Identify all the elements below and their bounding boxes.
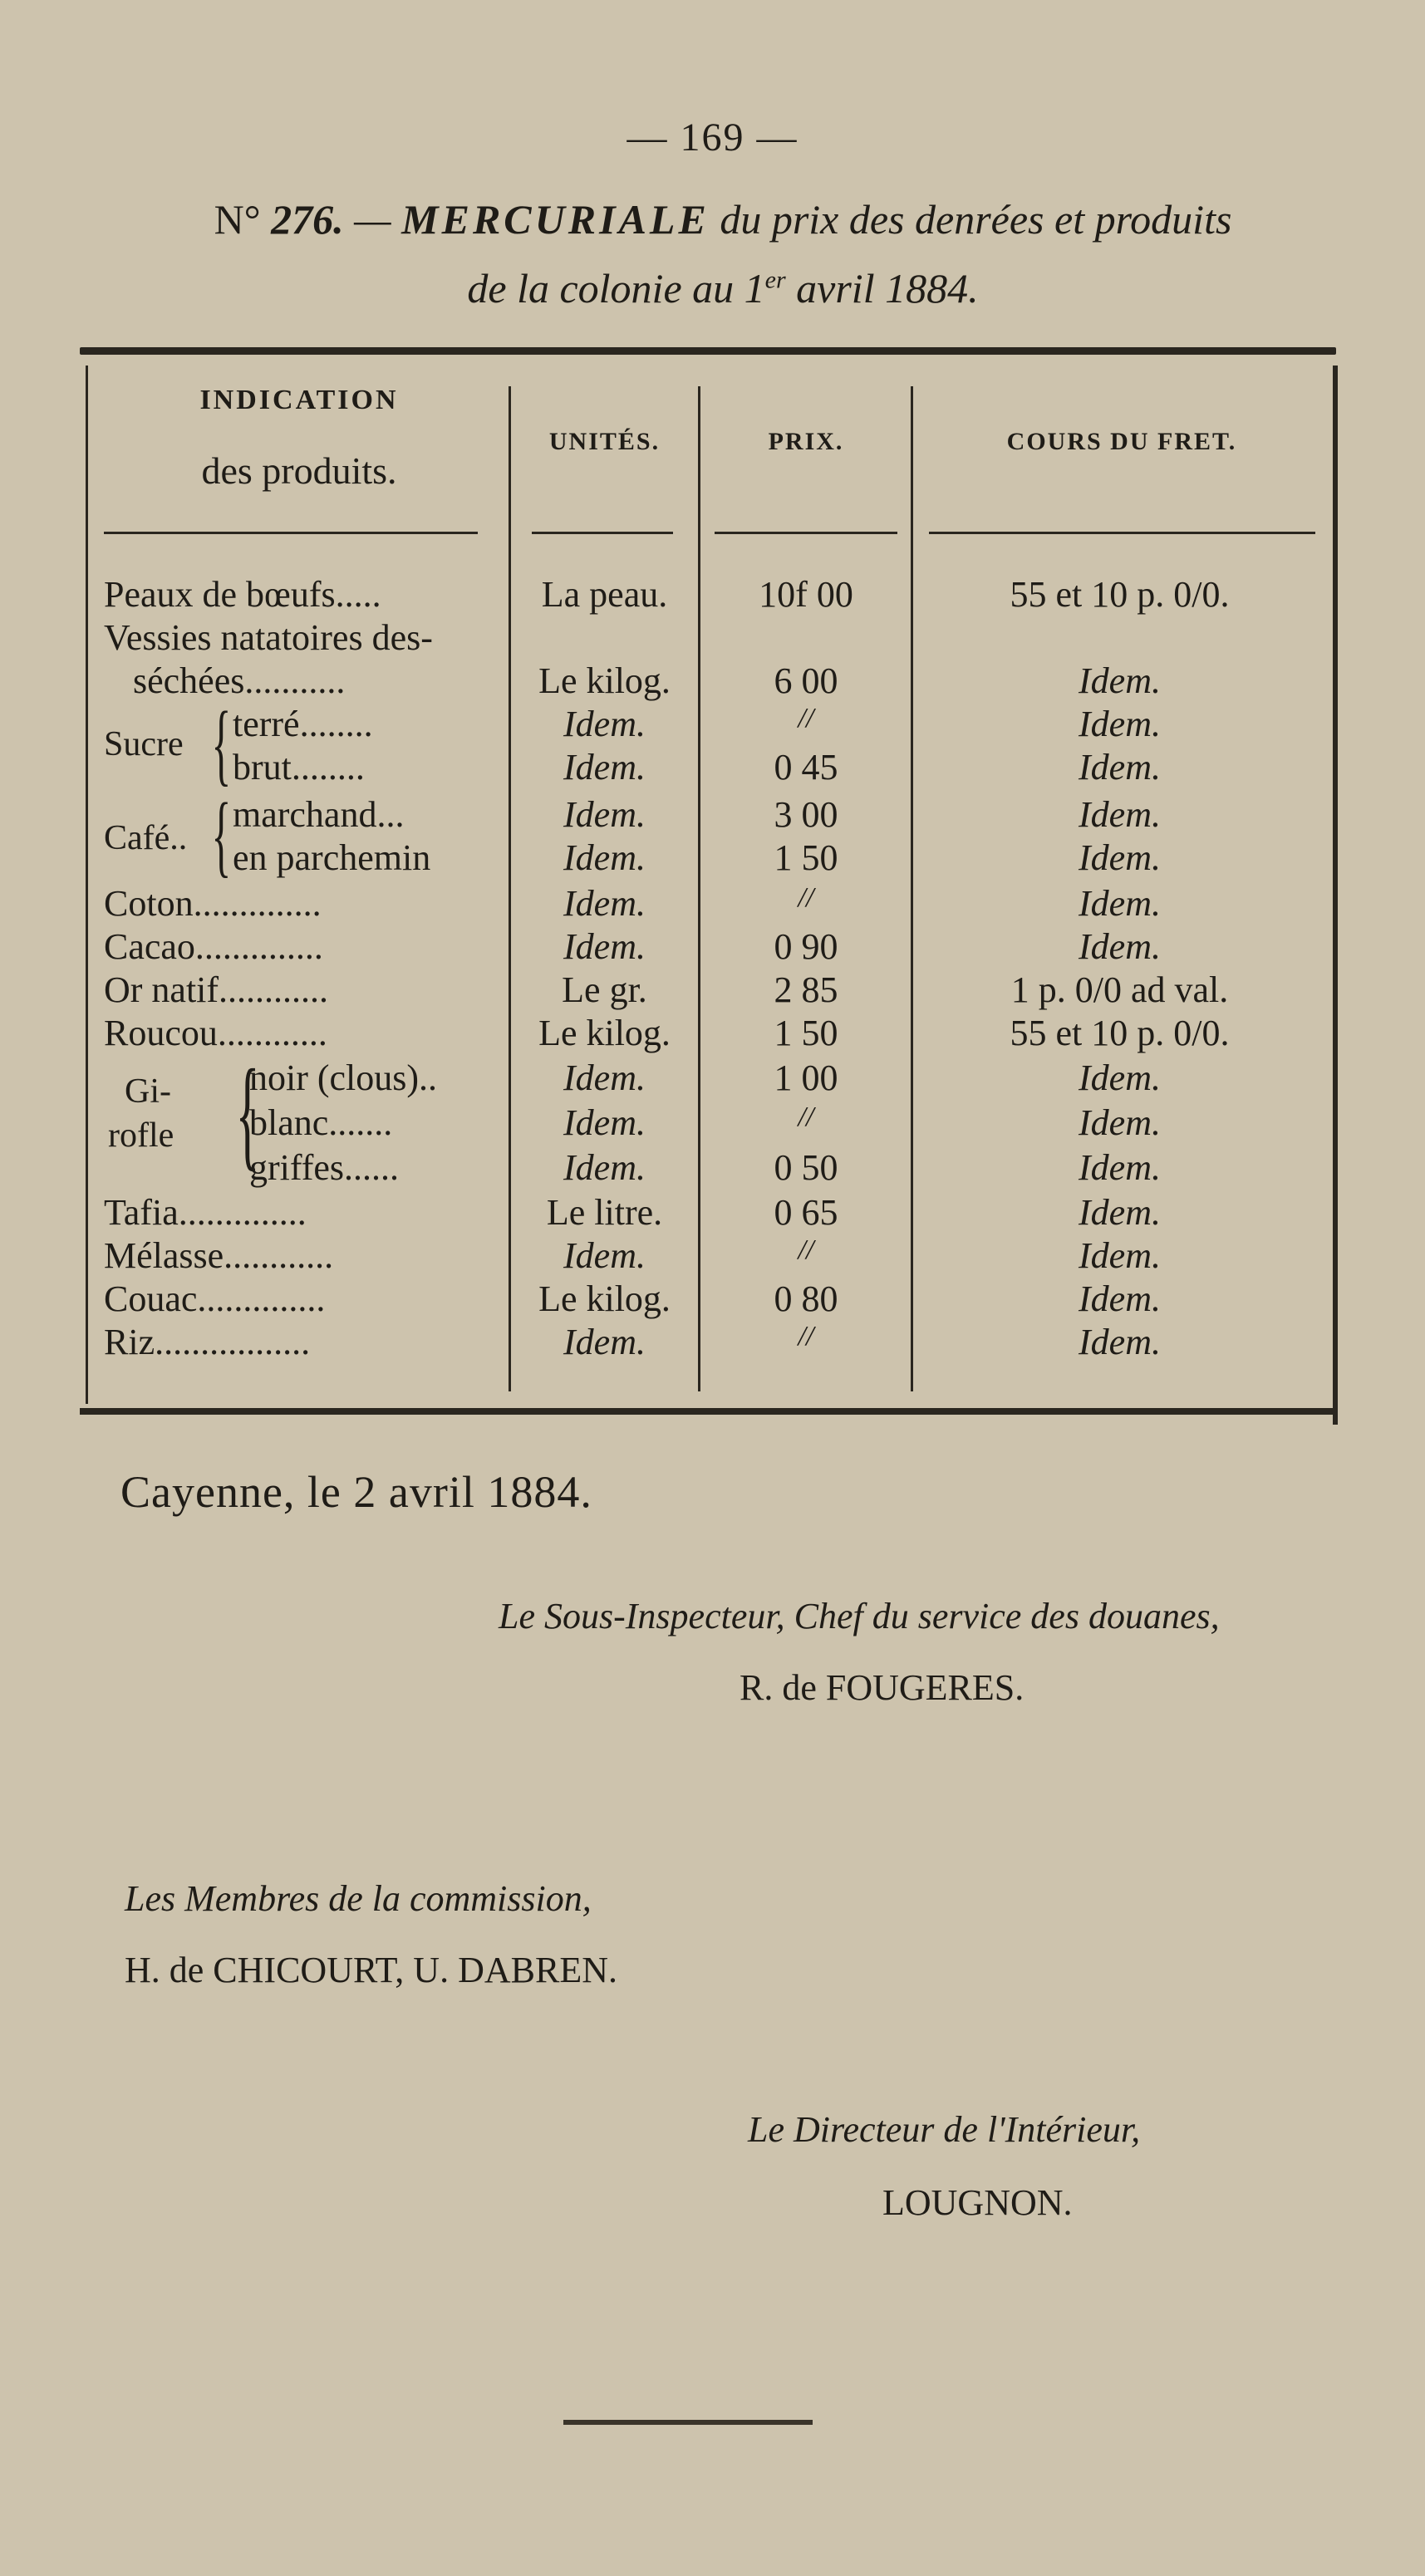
header-cours: COURS DU FRET. [1006, 428, 1237, 455]
table-row-prix: // [798, 1234, 814, 1265]
group-label-sucre: Sucre [104, 725, 184, 763]
table-row-prix: 0 90 [774, 926, 838, 967]
table-row-prix: 6 00 [774, 660, 838, 701]
table-row-unite: Idem. [563, 883, 646, 924]
table-row-cours: Idem. [1079, 1057, 1161, 1098]
signature-sous-inspecteur-title: Le Sous-Inspecteur, Chef du service des douanes, [499, 1596, 1220, 1636]
table-row-cours: Idem. [1079, 883, 1161, 924]
table-row-unite: Le kilog. [538, 1013, 671, 1053]
table-row-produit: Coton.............. [104, 883, 322, 924]
table-row-unite: Le gr. [562, 969, 647, 1010]
group-label-cafe: Café.. [104, 819, 188, 857]
table-row-cours: Idem. [1079, 837, 1161, 878]
header-underline-1 [104, 532, 478, 534]
brace-icon: { [211, 784, 232, 886]
title-rest: du prix des denrées et produits [709, 196, 1232, 243]
table-row-prix: 1 50 [774, 837, 838, 878]
table-row-produit: brut........ [233, 747, 365, 788]
table-row-unite: Idem. [563, 704, 646, 744]
title-number-prefix: N° [214, 196, 261, 243]
header-underline-4 [929, 532, 1315, 534]
table-row-prix: 2 85 [774, 969, 838, 1010]
table-left-border [86, 366, 88, 1404]
table-row-prix: // [798, 1321, 814, 1352]
document-title-line-2 [75, 264, 1371, 312]
table-row-produit: marchand... [233, 794, 405, 835]
table-row-cours: 1 p. 0/0 ad val. [1010, 969, 1229, 1010]
table-right-border [1333, 366, 1338, 1425]
header-unites: UNITÉS. [548, 428, 661, 455]
table-row-cours: Idem. [1079, 1147, 1161, 1188]
table-row-prix: 0 65 [774, 1192, 838, 1233]
table-row-prix: 0 45 [774, 747, 838, 788]
table-row-unite: Idem. [563, 1102, 646, 1143]
signature-commission-names: H. de CHICOURT, U. DABREN. [125, 1950, 617, 1990]
table-row-produit: Peaux de bœufs..... [104, 574, 381, 615]
title-line2-b: avril 1884. [785, 265, 979, 312]
table-row-produit: terré........ [233, 704, 373, 744]
header-indication: INDICATION [199, 385, 399, 415]
table-row-prix: // [798, 882, 814, 913]
brace-icon: { [235, 1044, 260, 1182]
table-row-prix: 3 00 [774, 794, 838, 835]
table-row-produit: Riz................. [104, 1322, 311, 1362]
table-row-produit: noir (clous).. [249, 1057, 438, 1098]
table-row-unite: Idem. [563, 1057, 646, 1098]
table-row-unite: La peau. [541, 574, 668, 615]
table-row-unite: Le litre. [546, 1192, 663, 1233]
table-row-prix: 1 00 [774, 1057, 838, 1098]
table-row-cours: Idem. [1079, 1102, 1161, 1143]
table-row-unite: Idem. [563, 926, 646, 967]
table-row-produit: Cacao.............. [104, 926, 323, 967]
table-row-cours: Idem. [1079, 704, 1161, 744]
table-row-prix: 10f 00 [759, 574, 853, 615]
header-underline-3 [715, 532, 897, 534]
header-prix: PRIX. [768, 428, 844, 455]
signature-sous-inspecteur-name: R. de FOUGERES. [740, 1667, 1025, 1708]
header-des-produits: des produits. [201, 449, 397, 492]
table-row-cours: Idem. [1079, 1192, 1161, 1233]
table-row-unite: Idem. [563, 747, 646, 788]
table-row-produit: Mélasse............ [104, 1235, 334, 1276]
table-bottom-rule [80, 1408, 1336, 1415]
table-row-cours: Idem. [1079, 660, 1161, 701]
document-title-line-1 [75, 195, 1371, 243]
signature-directeur-title: Le Directeur de l'Intérieur, [748, 2109, 1141, 2150]
table-row-produit: Roucou............ [104, 1013, 327, 1053]
signature-commission-title: Les Membres de la commission, [125, 1878, 592, 1919]
table-row-prix: // [798, 1102, 814, 1132]
footer-rule [563, 2420, 813, 2425]
column-divider-2 [698, 386, 700, 1391]
signature-directeur-name: LOUGNON. [882, 2182, 1073, 2223]
table-row-cours: Idem. [1079, 1235, 1161, 1276]
table-row-prix: // [798, 703, 814, 734]
table-row-produit: griffes...... [249, 1147, 400, 1188]
table-row-cours: Idem. [1079, 794, 1161, 835]
group-label-girofle-1: Gi- [125, 1072, 171, 1111]
table-top-rule [80, 347, 1336, 355]
table-row-produit: Tafia.............. [104, 1192, 307, 1233]
table-row-unite: Idem. [563, 794, 646, 835]
title-number: 276. [271, 196, 344, 243]
table-row-cours: Idem. [1079, 926, 1161, 967]
column-divider-3 [911, 386, 913, 1391]
table-row-produit: séchées........... [133, 660, 346, 701]
table-row-produit: Couac.............. [104, 1278, 326, 1319]
table-row-prix: 1 50 [774, 1013, 838, 1053]
table-row-prix: 0 50 [774, 1147, 838, 1188]
title-line2-sup: er [764, 266, 786, 294]
table-row-unite: Idem. [563, 1235, 646, 1276]
table-row-unite: Le kilog. [538, 1278, 671, 1319]
table-row-cours: Idem. [1079, 1278, 1161, 1319]
brace-icon: { [211, 693, 232, 794]
title-mercuriale: MERCURIALE [401, 196, 710, 243]
table-row-produit: en parchemin [233, 837, 431, 878]
table-row-prix: 0 80 [774, 1278, 838, 1319]
table-row-produit: Vessies natatoires des- [104, 617, 433, 658]
table-row-cours: Idem. [1079, 1322, 1161, 1362]
place-date: Cayenne, le 2 avril 1884. [120, 1467, 592, 1517]
table-row-unite: Idem. [563, 837, 646, 878]
page-number: — 169 — [627, 115, 798, 159]
header-underline-2 [532, 532, 673, 534]
table-row-unite: Idem. [563, 1322, 646, 1362]
group-label-girofle-2: rofle [108, 1116, 174, 1155]
table-row-produit: Or natif............ [104, 969, 329, 1010]
table-row-cours: Idem. [1079, 747, 1161, 788]
table-row-cours: 55 et 10 p. 0/0. [1010, 1013, 1230, 1053]
table-row-unite: Idem. [563, 1147, 646, 1188]
title-dash: — [343, 196, 402, 243]
title-line2-a: de la colonie au 1 [467, 265, 765, 312]
table-row-cours: 55 et 10 p. 0/0. [1010, 574, 1230, 615]
table-row-unite: Le kilog. [538, 660, 671, 701]
table-row-produit: blanc....... [249, 1102, 393, 1143]
